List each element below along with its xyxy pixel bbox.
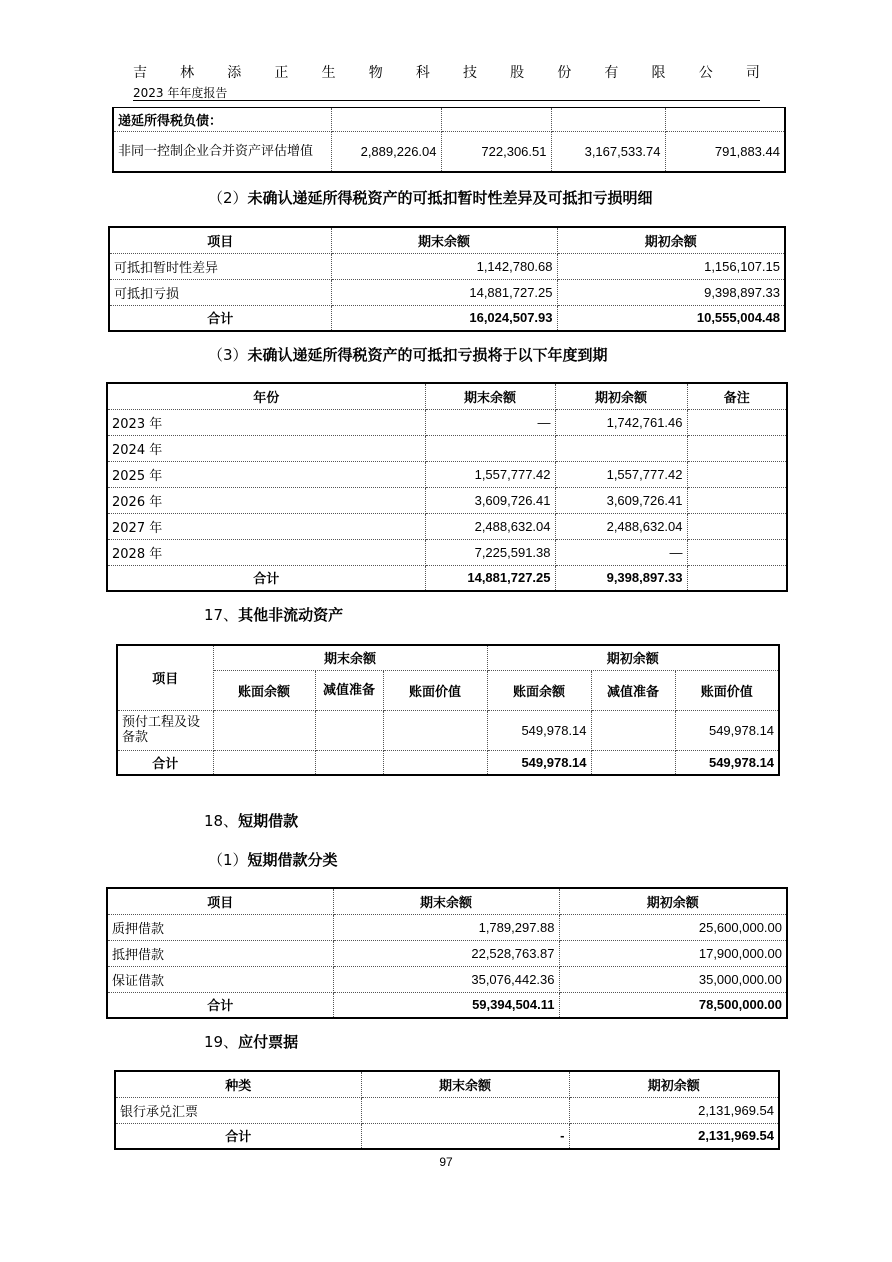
column-header: 项目 [117, 645, 213, 710]
loss-expiry-table [106, 382, 788, 592]
column-header: 期初余额 [559, 888, 787, 914]
total-row: 合计 - 2,131,969.54 [115, 1123, 779, 1149]
table-row: 可抵扣暂时性差异 1,142,780.68 1,156,107.15 [109, 253, 785, 279]
table-header-row [107, 383, 787, 409]
column-header: 期末余额 [333, 888, 559, 914]
deferred-tax-liability-table [112, 107, 786, 173]
section-heading-18: 18、短期借款 [204, 812, 299, 830]
table-row: 保证借款 35,076,442.36 35,000,000.00 [107, 966, 787, 992]
table-row: 银行承兑汇票 2,131,969.54 [115, 1097, 779, 1123]
table-row: 抵押借款 22,528,763.87 17,900,000.00 [107, 940, 787, 966]
column-header: 期末余额 [361, 1071, 569, 1097]
total-row: 合计 14,881,727.25 9,398,897.33 [107, 565, 787, 591]
column-header: 项目 [109, 227, 331, 253]
column-header: 账面余额 [487, 670, 591, 710]
table-row: 质押借款 1,789,297.88 25,600,000.00 [107, 914, 787, 940]
other-noncurrent-assets-table [116, 644, 780, 776]
column-header: 减值准备 [591, 670, 675, 710]
column-header: 年份 [107, 383, 425, 409]
report-year: 2023 年年度报告 [133, 86, 228, 100]
table-row: 2024 年 [107, 435, 787, 461]
value-cell: 2,889,226.04 [331, 132, 441, 172]
table-header-row [109, 227, 785, 253]
column-header: 期初余额 [557, 227, 785, 253]
table-header-row [107, 888, 787, 914]
column-header: 账面价值 [383, 670, 487, 710]
company-name: 吉 林 添 正 生 物 科 技 股 份 有 限 公 司 [133, 65, 760, 81]
table-row: 2025 年 1,557,777.42 1,557,777.42 [107, 461, 787, 487]
value-cell: 791,883.44 [665, 132, 785, 172]
header-divider [133, 100, 760, 101]
section-heading-19: 19、应付票据 [204, 1033, 299, 1051]
row-label: 非同一控制企业合并资产评估增值 [113, 132, 331, 172]
table-row: 可抵扣亏损 14,881,727.25 9,398,897.33 [109, 279, 785, 305]
column-header: 期初余额 [555, 383, 687, 409]
table-header-row [117, 645, 779, 670]
total-row: 合计 549,978.14 549,978.14 [117, 750, 779, 775]
column-group-header: 期初余额 [487, 645, 779, 670]
page-header [133, 62, 760, 101]
column-header: 项目 [107, 888, 333, 914]
total-row: 合计 16,024,507.93 10,555,004.48 [109, 305, 785, 331]
table-row: 2028 年 7,225,591.38 — [107, 539, 787, 565]
column-header: 期初余额 [569, 1071, 779, 1097]
table-row: 预付工程及设备款 549,978.14 549,978.14 [117, 710, 779, 750]
section-heading-3: （3）未确认递延所得税资产的可抵扣亏损将于以下年度到期 [208, 346, 608, 364]
value-cell: 722,306.51 [441, 132, 551, 172]
column-group-header: 期末余额 [213, 645, 487, 670]
table-row [113, 132, 785, 172]
table-row: 2026 年 3,609,726.41 3,609,726.41 [107, 487, 787, 513]
table-row [113, 108, 785, 132]
column-header: 减值准备 [315, 670, 383, 710]
section-heading-2: （2）未确认递延所得税资产的可抵扣暂时性差异及可抵扣亏损明细 [208, 189, 653, 207]
column-header: 期末余额 [331, 227, 557, 253]
section-label: 递延所得税负债： [113, 108, 331, 132]
section-heading-17: 17、其他非流动资产 [204, 606, 344, 624]
total-row: 合计 59,394,504.11 78,500,000.00 [107, 992, 787, 1018]
table-row: 2027 年 2,488,632.04 2,488,632.04 [107, 513, 787, 539]
value-cell: 3,167,533.74 [551, 132, 665, 172]
section-subheading-18-1: （1）短期借款分类 [208, 851, 338, 869]
column-header: 账面余额 [213, 670, 315, 710]
unrecognized-difference-table [108, 226, 786, 332]
column-header: 种类 [115, 1071, 361, 1097]
table-header-row [117, 670, 779, 710]
short-term-loans-table [106, 887, 788, 1019]
table-row: 2023 年 — 1,742,761.46 [107, 409, 787, 435]
column-header: 备注 [687, 383, 787, 409]
column-header: 期末余额 [425, 383, 555, 409]
table-header-row [115, 1071, 779, 1097]
page-number: 97 [439, 1155, 453, 1169]
notes-payable-table [114, 1070, 780, 1150]
column-header: 账面价值 [675, 670, 779, 710]
